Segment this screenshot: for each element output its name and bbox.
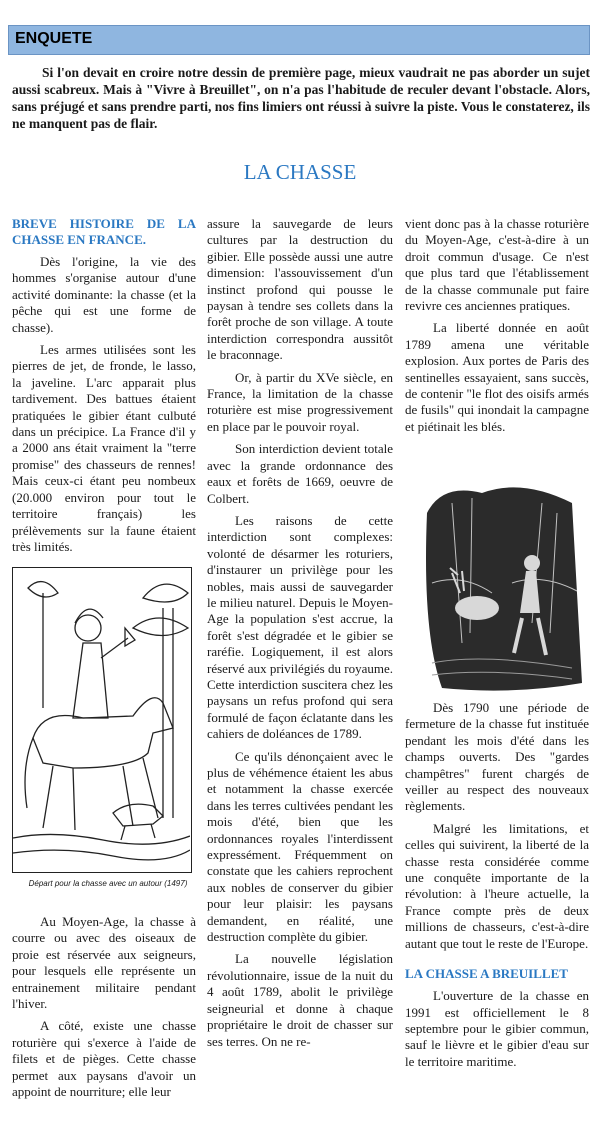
paragraph: La liberté donnée en août 1789 amena une véritable explosion. Aux portes de Paris des sentinelles essayaient, sans succès, de contenir "le flot des oisifs armés de fusils" qui inondait la campagne et piétinait les blés. — [405, 320, 589, 434]
paragraph: assure la sauvegarde de leurs cultures par la destruction du gibier. Elle possède aussi une autre dimension: l'assouvissement d'un instinct profond qui pousse le paysan à tendre ses collets dans la forêt proche de son village. A toute interdiction correspondra aussitôt le braconnage. — [207, 216, 393, 363]
intro-paragraph: Si l'on devait en croire notre dessin de première page, mieux vaudrait ne pas aborder un sujet aussi scabreux. Mais à "Vivre à Breuillet", on n'a pas l'habitude de reculer devant l'obstacle. Alors, sans préjugé et sans prendre parti, nos fins limiers ont réussi à suivre la piste. Vous le constaterez, ils ne manquent pas de flair. — [12, 65, 590, 131]
section-banner — [8, 25, 590, 55]
breuillet-heading: LA CHASSE A BREUILLET — [405, 966, 568, 982]
paragraph: La nouvelle législation révolutionnaire, issue de la nuit du 4 août 1789, abolit le privilège seigneurial et donne à chaque propriétaire le droit de chasser sur ses terres. On ne re- — [207, 951, 393, 1049]
paragraph: A côté, existe une chasse roturière qui s'exerce à l'aide de filets et de pièges. Cette chasse permet aux paysans d'avoir un appoint de nourriture; elle leur — [12, 1018, 196, 1100]
paragraph: Les raisons de cette interdiction sont complexes: volonté de désarmer les roturiers, d'instaurer un privilège pour les nobles, mais aussi de sauvegarder le milieu naturel. Depuis le Moyen-Age la population s'est accrue, la forêt s'est dégradée et le gibier se raréfie. Logiquement, il est alors réservé aux privilégiés du royaume. Cette interdiction suscitera chez les paysans un refus profond qui sera formulé de façon éclatante dans les cahiers de doléances de 1789. — [207, 512, 393, 742]
paragraph: Au Moyen-Age, la chasse à courre ou avec des oiseaux de proie est réservée aux seigneurs, pour lesquels elle représente un entrainement militaire pendant l'hiver. — [12, 914, 196, 1012]
paragraph: Ce qu'ils dénonçaient avec le plus de véhémence étaient les abus et notamment la chasse exercée dans les terres cultivées pendant les mois d'été, bien que les ordonnances royales l'interdissent expressément. Fréquemment on constate que les cahiers reprochent aux nobles de conserver du gibier pour leur plaisir: les paysans demandent, en réalité, une destruction complète du gibier. — [207, 748, 393, 945]
figure-caption: Départ pour la chasse avec un autour (1497) — [28, 879, 188, 888]
paragraph: Or, à partir du XVe siècle, en France, la limitation de la chasse roturière est mise progressivement en place par le pouvoir royal. — [207, 369, 393, 434]
history-heading: BREVE HISTOIRE DE LA CHASSE EN FRANCE. — [12, 216, 196, 247]
column-3-top — [405, 216, 589, 441]
paragraph: Dès l'origine, la vie des hommes s'organise autour d'une activité dominante: la chasse (et la pêche qui est une forme de chasse). — [12, 254, 196, 335]
paragraph: Les armes utilisées sont les pierres de jet, de fronde, le lasso, la javeline. L'arc apparait plus tardivement. Des battues étaient pratiquées le gibier étant culbuté dans un précipice. La France d'il y a 2000 ans était vraiment la "terre promise" des chasseurs de rennes! Mais ceux-ci étant peu nombeux (20.000 environ pour tout le territoire français) les prélèvements sur la faune étaient très limités. — [12, 342, 196, 554]
paragraph: L'ouverture de la chasse en 1991 est officiellement le 8 septembre pour le gibier commun, sauf le lièvre et le gibier d'eau sur le territoire maritime. — [405, 988, 589, 1069]
article-title: LA CHASSE — [243, 160, 357, 184]
paragraph: Son interdiction devient totale avec la grande ordonnance des eaux et forêts de 1669, oeuvre de Colbert. — [207, 441, 393, 506]
paragraph: Dès 1790 une période de fermeture de la chasse fut instituée pendant les mois d'été dans les champs ouverts. Des "gardes champêtres" furent chargés de veiller au respect des nouveaux règlements. — [405, 700, 589, 814]
engraving-illustration — [422, 483, 584, 691]
woodcut-illustration — [12, 567, 192, 873]
paragraph: vient donc pas à la chasse roturière du Moyen-Age, c'est-à-dire à un droit commun d'usage. Ce n'est que plus tard que l'établissement de la chasse communale put faire revivre ces anciennes pratiques. — [405, 216, 589, 314]
column-2 — [207, 216, 393, 1056]
rider-with-hawk-image — [13, 568, 190, 871]
column-3-bottom — [405, 700, 589, 1076]
hunting-scene-image — [422, 483, 584, 691]
section-label: ENQUETE — [15, 30, 93, 47]
column-1-bottom — [12, 914, 196, 1106]
column-1-top — [12, 216, 196, 561]
paragraph: Malgré les limitations, et celles qui suivirent, la liberté de la chasse resta considérée comme une conquête importante de la révolution: à l'heure actuelle, la France compte près de deux millions de chasseurs, c'est-à-dire autant que tout le reste de l'Europe. — [405, 820, 589, 951]
